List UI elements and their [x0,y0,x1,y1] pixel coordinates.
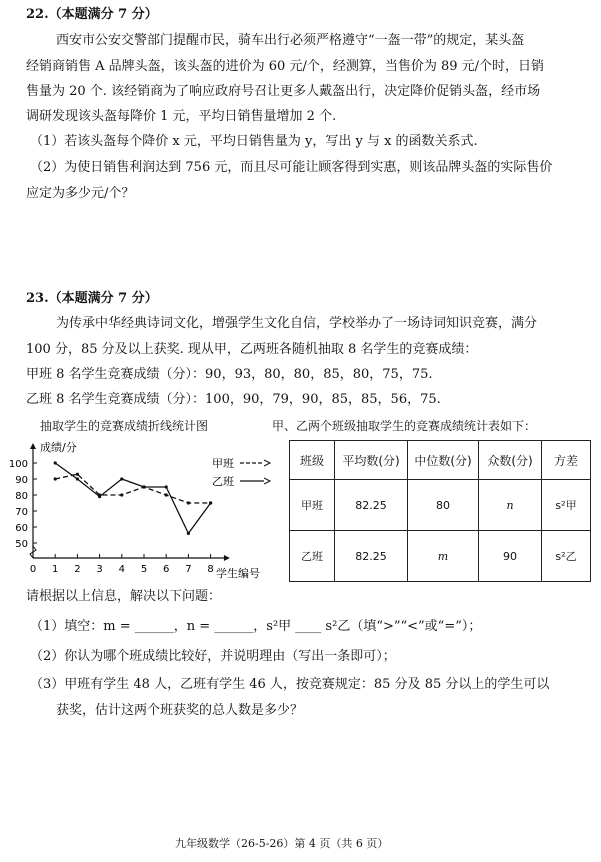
data-point [98,495,101,498]
q23-part3-cont: 获奖，估计这两个班获奖的总人数是多少？ [56,703,304,718]
th-median: 中位数(分) [408,441,479,480]
data-point [165,493,168,496]
q22-part2: （2）为使日销售利润达到 756 元，而且尽可能让顾客得到实惠，则该品牌头盔的实际售价 [30,160,553,175]
q23-line: 为传承中华经典诗词文化，增强学生文化自信，学校举办了一场诗词知识竞赛，满分 [56,316,538,331]
table-caption: 甲、乙两个班级抽取学生的竞赛成绩统计表如下： [272,419,537,433]
q23-part1: （1）填空：m = ______，n = ______，s²甲 ____ s²乙（填“>”“<”或“=”）； [30,619,482,634]
x-tick-label: 2 [74,564,81,575]
table-row [290,480,591,531]
q22-line: 经销商销售 A 品牌头盔，该头盔的进价为 60 元/个，经测算，当售价为 89 元/个时，日销 [26,59,545,74]
x-tick-label: 5 [140,564,148,575]
x-tick-label: 3 [96,564,103,575]
x-axis-arrow [224,555,230,561]
data-point [142,485,145,488]
data-point [76,477,79,480]
cell-median: m [408,531,479,582]
legend-arrow [264,478,270,484]
x-tick-label: 1 [52,564,59,575]
q22-heading: 22.（本题满分 7 分） [26,7,158,22]
y-tick-label: 100 [8,459,28,470]
th-class: 班级 [290,441,335,480]
q23-line: 100 分，85 分及以上获奖. 现从甲，乙两班各随机抽取 8 名学生的竞赛成绩： [26,342,478,357]
q23-part2: （2）你认为哪个班成绩比较好，并说明理由（写出一条即可）； [30,649,396,664]
x-tick-label: 4 [118,564,125,575]
q22-line: 西安市公安交警部门提醒市民，骑车出行必须严格遵守“一盔一带”的规定，某头盔 [56,33,525,48]
cell-mean: 82.25 [335,480,408,531]
legend-arrow [264,460,270,466]
q23-heading: 23.（本题满分 7 分） [26,291,158,306]
cell-mean: 82.25 [335,531,408,582]
data-point [187,501,190,504]
data-point [54,461,57,464]
x-axis-label: 学生编号 [216,567,260,580]
q23-scores-yi: 乙班 8 名学生竞赛成绩（分）：100，90，79，90，85，85，56，75. [26,392,441,407]
cell-mode: 90 [479,531,542,582]
x-tick-label: 8 [207,564,214,575]
th-mode: 众数(分) [479,441,542,480]
q22-line: 售量为 20 个. 该经销商为了响应政府号召让更多人戴盔出行，决定降价促销头盔，经市场 [26,84,541,99]
stats-table [289,440,591,582]
x-tick-label: 6 [163,564,170,575]
table-row [290,531,591,582]
chart-caption: 抽取学生的竞赛成绩折线统计图 [40,419,209,433]
legend-label: 乙班 [212,475,234,488]
data-point [209,501,212,504]
q22-part1: （1）若该头盔每个降价 x 元，平均日销售量为 y，写出 y 与 x 的函数关系式. [30,134,478,149]
q22-line: 调研发现该头盔每降价 1 元，平均日销售量增加 2 个. [26,109,337,124]
cell-mode: n [479,480,542,531]
y-tick-label: 90 [15,475,28,486]
y-tick-label: 80 [15,491,28,502]
cell-class: 甲班 [290,480,335,531]
cell-variance: s²乙 [542,531,591,582]
legend-label: 甲班 [212,457,234,470]
y-axis-arrow [30,443,36,449]
data-point [120,493,123,496]
y-tick-label: 50 [15,539,28,550]
q23-part3: （3）甲班有学生 48 人，乙班有学生 46 人，按竞赛规定：85 分及 85 分以上的学生可以 [30,677,550,692]
y-tick-label: 70 [15,507,28,518]
data-point [54,477,57,480]
line-chart [0,435,290,585]
y-tick-label: 60 [15,523,28,534]
cell-class: 乙班 [290,531,335,582]
cell-median: 80 [408,480,479,531]
page-footer: 九年级数学（26-5-26）第 4 页（共 6 页） [175,837,389,850]
th-mean: 平均数(分) [335,441,408,480]
x-tick-label: 0 [29,564,37,575]
x-tick-label: 7 [185,564,192,575]
cell-variance: s²甲 [542,480,591,531]
data-point [76,473,79,476]
table-header-row [290,441,591,480]
y-axis-label: 成绩/分 [40,441,77,454]
q23-prompt: 请根据以上信息，解决以下问题： [26,589,222,604]
q22-line: 应定为多少元/个？ [26,186,135,201]
data-point [120,477,123,480]
q23-scores-jia: 甲班 8 名学生竞赛成绩（分）：90，93，80，80，85，80，75，75. [26,367,433,382]
data-point [187,532,190,535]
data-point [165,485,168,488]
th-variance: 方差 [542,441,591,480]
